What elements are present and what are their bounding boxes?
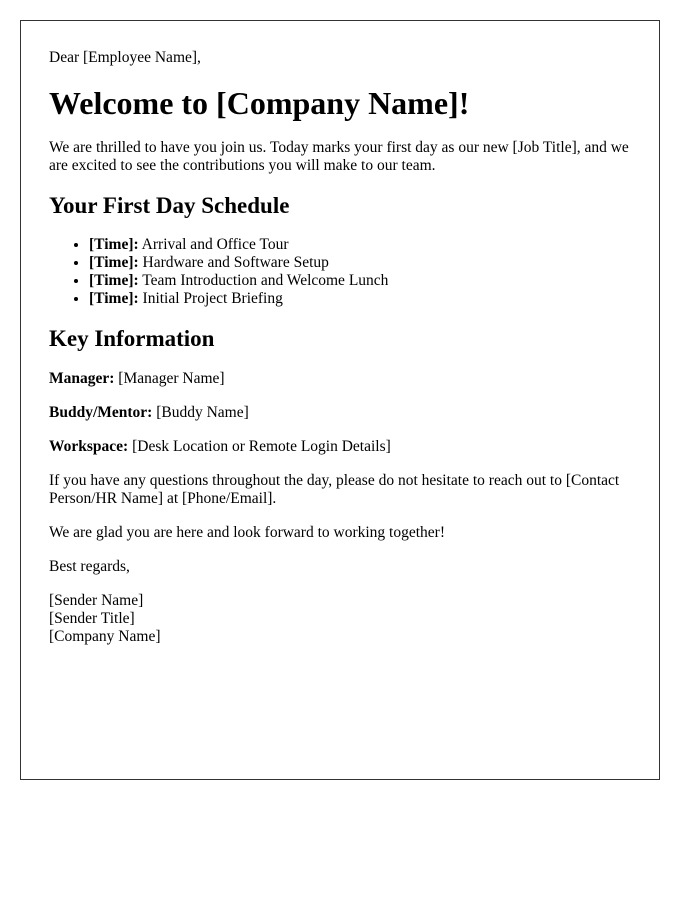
schedule-item [89, 236, 631, 254]
sender-company: [Company Name] [49, 628, 161, 645]
schedule-time: [Time]: [89, 272, 139, 289]
sign-off: Best regards, [49, 558, 130, 575]
manager-value: [Manager Name] [114, 370, 225, 387]
schedule-activity: Initial Project Briefing [138, 290, 283, 307]
sender-title: [Sender Title] [49, 610, 135, 627]
schedule-heading: Your First Day Schedule [49, 193, 290, 218]
schedule-item [89, 272, 631, 290]
schedule-time: [Time]: [89, 236, 139, 253]
buddy-value: [Buddy Name] [152, 404, 249, 421]
intro-paragraph: We are thrilled to have you join us. Today marks your first day as our new [Job Title], and we are excited to see the contributions you will make to our team. [49, 139, 629, 174]
manager-label: Manager: [49, 370, 115, 387]
schedule-item [89, 254, 631, 272]
schedule-list [49, 236, 631, 308]
closing-note: We are glad you are here and look forward to working together! [49, 524, 445, 541]
workspace-line [49, 438, 631, 456]
manager-line [49, 370, 631, 388]
welcome-letter [20, 20, 660, 780]
questions-paragraph: If you have any questions throughout the day, please do not hesitate to reach out to [Contact Person/HR Name] at [Phone/Email]. [49, 472, 620, 507]
key-info-heading: Key Information [49, 326, 215, 351]
schedule-activity: Hardware and Software Setup [138, 254, 329, 271]
buddy-label: Buddy/Mentor: [49, 404, 153, 421]
signature-block [49, 592, 631, 646]
schedule-activity: Arrival and Office Tour [138, 236, 289, 253]
workspace-value: [Desk Location or Remote Login Details] [128, 438, 391, 455]
schedule-item [89, 290, 631, 308]
greeting: Dear [Employee Name], [49, 49, 201, 66]
schedule-time: [Time]: [89, 290, 139, 307]
schedule-activity: Team Introduction and Welcome Lunch [138, 272, 389, 289]
schedule-time: [Time]: [89, 254, 139, 271]
sender-name: [Sender Name] [49, 592, 144, 609]
letter-title: Welcome to [Company Name]! [49, 85, 470, 121]
buddy-line [49, 404, 631, 422]
workspace-label: Workspace: [49, 438, 129, 455]
